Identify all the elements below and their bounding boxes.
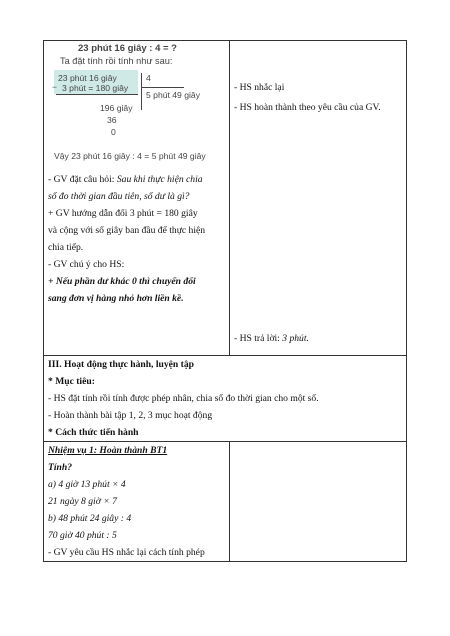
teacher-question-cont: số đo thời gian đầu tiên, số dư là gì? (48, 191, 190, 202)
exercise-b2: 70 giờ 40 phút : 5 (48, 530, 117, 541)
task-cell (44, 442, 230, 562)
figure-instruction: Ta đặt tính rồi tính như sau: (60, 56, 173, 66)
student-response-1: - HS nhắc lại (234, 82, 285, 93)
teacher-activity-cell (44, 41, 230, 356)
remainder-seconds: 196 giây (100, 103, 133, 113)
goal-line-1: - HS đặt tính rồi tính được phép nhân, chia số đo thời gian cho một số. (48, 393, 319, 404)
divisor: 4 (146, 73, 151, 83)
division-horizontal-line (142, 87, 184, 88)
question-text: Sau khi thực hiện chia (116, 174, 203, 185)
guide-line-2: và cộng với số giây ban đầu để thực hiện (48, 225, 206, 236)
lesson-plan-table (43, 40, 407, 562)
teacher-instruction: - GV yêu cầu HS nhắc lại cách tính phép (48, 547, 205, 558)
figure-result: Vậy 23 phút 16 giây : 4 = 5 phút 49 giây (54, 151, 206, 161)
teacher-note: - GV chú ý cho HS: (48, 259, 125, 270)
section-heading: III. Hoạt động thực hành, luyện tập (48, 359, 194, 370)
minus-sign: − (52, 82, 58, 92)
rule-line-1: + Nếu phần dư khác 0 thì chuyển đổi (48, 276, 196, 287)
section-cell (44, 356, 407, 442)
teacher-question (48, 171, 225, 188)
conversion-step: 3 phút = 180 giây (62, 83, 129, 93)
quotient: 5 phút 49 giây (146, 90, 200, 100)
table-row (44, 41, 407, 356)
answer-prefix: - HS trả lời: (234, 333, 283, 344)
goal-label: * Mục tiêu: (48, 376, 95, 387)
student-response-2: - HS hoàn thành theo yêu cầu của GV. (234, 102, 381, 113)
student-activity-cell (230, 41, 407, 356)
subtraction-line (56, 94, 138, 95)
division-vertical-line (141, 73, 142, 110)
exercise-a1: a) 4 giờ 13 phút × 4 (48, 479, 126, 490)
figure-title: 23 phút 16 giây : 4 = ? (78, 43, 177, 54)
question-prefix: - GV đặt câu hỏi: (48, 174, 117, 185)
method-label: * Cách thức tiến hành (48, 427, 139, 438)
guide-line-1: + GV hướng dẫn đổi 3 phút = 180 giây (48, 208, 198, 219)
compute-label: Tính? (48, 462, 72, 473)
table-row (44, 356, 407, 442)
table-row (44, 442, 407, 562)
answer-value: 3 phút. (282, 333, 309, 344)
task-heading: Nhiệm vụ 1: Hoàn thành BT1 (48, 445, 168, 456)
division-example-figure (48, 41, 226, 165)
final-remainder: 0 (111, 127, 116, 137)
empty-student-cell (230, 442, 407, 562)
remainder-step: 36 (107, 115, 117, 125)
student-answer (234, 330, 402, 347)
exercise-a2: 21 ngày 8 giờ × 7 (48, 496, 117, 507)
goal-line-2: - Hoàn thành bài tập 1, 2, 3 mục hoạt động (48, 410, 213, 421)
exercise-b1: b) 48 phút 24 giây : 4 (48, 513, 132, 524)
dividend: 23 phút 16 giây (58, 73, 117, 83)
guide-line-3: chia tiếp. (48, 242, 84, 253)
rule-line-2: sang đơn vị hàng nhỏ hơn liền kề. (48, 293, 184, 304)
